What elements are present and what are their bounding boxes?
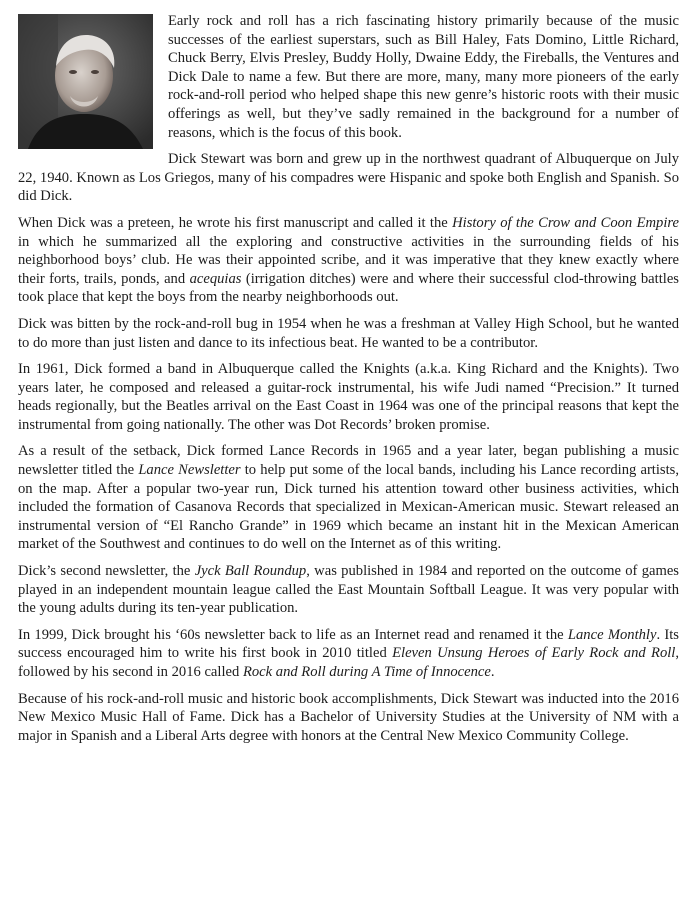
paragraph-text: , followed by his second in 2016 called	[18, 645, 680, 680]
body-paragraph	[18, 690, 679, 746]
body-paragraph	[18, 315, 679, 352]
body-paragraph	[18, 360, 679, 434]
author-portrait-image	[18, 14, 153, 149]
paragraph-text: Dick’s second newsletter, the	[18, 563, 195, 580]
italic-title-text: acequias	[189, 270, 242, 287]
paragraph-text: Because of his rock-and-roll music and historic book accomplishments, Dick Stewart was inducted into the 2016 New Mexico Music Hall of Fame. Dick has a Bachelor of University Studies at the University of NM with a major in Spanish and a Liberal Arts degree with honors at the Central New Mexico Community College.	[18, 690, 679, 744]
paragraph-text: In 1999, Dick brought his ‘60s newsletter back to life as an Internet read and renamed it the	[18, 626, 568, 643]
paragraph-text: .	[490, 664, 495, 680]
body-paragraph	[18, 150, 679, 206]
paragraph-text: to help put some of the local bands, including his Lance recording artists, on the map. After a popular two-year run, Dick turned his attention toward other business activities, which included the formation of Casanova Records that specialized in Mexican-American music. Stewart released an instrumental version of “El Rancho Grande” in 1969 which became an instant hit in the Mexican American market of the Southwest and continues to do well on the Internet as of this writing.	[18, 462, 679, 553]
italic-title-text: Eleven Unsung Heroes of Early Rock and Roll	[392, 645, 676, 662]
italic-title-text: Lance Monthly	[567, 626, 657, 643]
body-paragraph	[18, 442, 679, 554]
paragraph-text: . Its success encouraged him to write his first book in 2010 titled	[18, 626, 679, 662]
italic-title-text: Lance Newsletter	[138, 462, 241, 479]
body-paragraph	[18, 214, 679, 307]
paragraph-text: , was published in 1984 and reported on the outcome of games played in an independent mountain league called the East Mountain Softball League. It was very popular with the young adults during its ten-year publication.	[18, 563, 679, 617]
italic-title-text: Rock and Roll during A Time of Innocence	[242, 664, 491, 680]
paragraph-text: in which he summarized all the exploring and constructive activities in the surrounding fields of his neighborhood boys’ club. He was their appointed scribe, and it was imperative that they knew exactly where their forts, trails, ponds, and	[18, 233, 679, 287]
paragraph-text: In 1961, Dick formed a band in Albuquerque called the Knights (a.k.a. King Richard and the Knights). Two years later, he composed and released a guitar-rock instrumental, his wife Judi named “Precision.” It turned heads regionally, but the Beatles arrival on the East Coast in 1964 was one of the principal reasons that kept the instrumental from going nationally. The other was Dot Records’ broken promise.	[18, 361, 679, 433]
italic-title-text: Jyck Ball Roundup	[194, 563, 307, 580]
body-paragraph	[18, 562, 679, 618]
italic-title-text: History of the Crow and Coon Empire	[452, 214, 679, 231]
paragraph-text: As a result of the setback, Dick formed Lance Records in 1965 and a year later, began publishing a music newsletter titled the	[18, 443, 679, 479]
paragraph-text: Dick Stewart was born and grew up in the northwest quadrant of Albuquerque on July 22, 1940. Known as Los Griegos, many of his compadres were Hispanic and spoke both English and Spanish. So did Dick.	[18, 151, 679, 205]
body-paragraph	[18, 626, 679, 682]
paragraph-text: Early rock and roll has a rich fascinating history primarily because of the music successes of the earliest superstars, such as Bill Haley, Fats Domino, Little Richard, Chuck Berry, Elvis Presley, Buddy Holly, Dwaine Eddy, the Fireballs, the Ventures and Dick Dale to name a few. But there are more, many, many more pioneers of the early rock-and-roll period who helped shape this new genre’s historic roots with their music offerings as well, but they’ve sadly remained in the background for a number of reasons, which is the focus of this book.	[168, 13, 679, 141]
paragraph-text: (irrigation ditches) were and where their successful clod-throwing battles took place that kept the boys from the nearby neighborhoods out.	[18, 270, 679, 306]
paragraph-text: Dick was bitten by the rock-and-roll bug in 1954 when he was a freshman at Valley High School, but he wanted to do more than just listen and dance to its infectious beat. He wanted to be a contributor.	[18, 315, 679, 351]
paragraph-text: When Dick was a preteen, he wrote his first manuscript and called it the	[18, 214, 453, 231]
